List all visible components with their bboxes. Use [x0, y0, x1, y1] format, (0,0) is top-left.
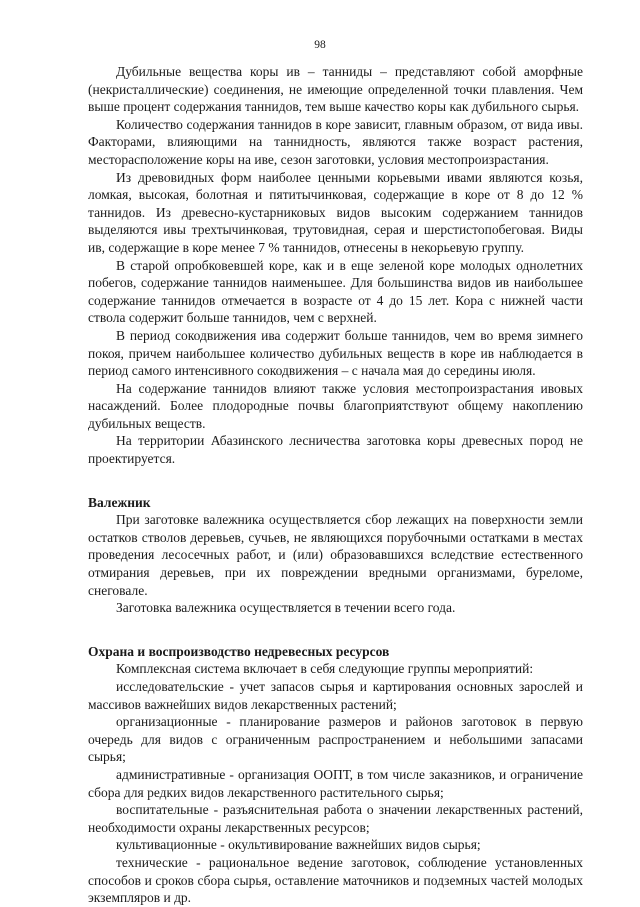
paragraph: При заготовке валежника осуществляется сбор лежащих на поверхности земли остатков стволов деревьев, сучьев, не являющихся порубочными остатками в местах проведения лесосечных работ, и (или) образовавшихся вследствие естественного отмирания деревьев, при их повреждении вредными организмами, буреломе, снеговале. [88, 512, 583, 598]
list-item: воспитательные - разъяснительная работа о значении лекарственных растений, необходимости охраны лекарственных ресурсов; [88, 802, 583, 835]
list-item: технические - рациональное ведение заготовок, соблюдение установленных способов и сроков сбора сырья, оставление маточников и подземных частей молодых экземпляров и др. [88, 854, 583, 906]
list-item: организационные - планирование размеров и районов заготовок в первую очередь для видов с ограниченным распространением и небольшими запасами сырья; [88, 714, 583, 765]
paragraph: В период сокодвижения ива содержит больше таннидов, чем во время зимнего покоя, причем наибольшее количество дубильных веществ в коре ив наблюдается в период самого интенсивного сокодвижения – с начала мая до середины июля. [88, 327, 583, 379]
section-spacer [88, 617, 583, 643]
paragraph: Заготовка валежника осуществляется в течении всего года. [116, 600, 456, 616]
paragraph: Комплексная система включает в себя следующие группы мероприятий: [116, 661, 534, 677]
list-item: исследовательские - учет запасов сырья и картирования основных зарослей и массивов важнейших видов лекарственных растений; [88, 679, 583, 712]
page-number: 98 [314, 39, 326, 51]
paragraph: На территории Абазинского лесничества заготовка коры древесных пород не проектируется. [88, 433, 583, 467]
section-spacer [88, 468, 583, 494]
section-heading-protection: Охрана и воспроизводство недревесных ресурсов [88, 643, 390, 659]
paragraph: На содержание таннидов влияют также условия местопроизрастания ивовых насаждений. Более плодородные почвы благоприятствуют общему накоплению дубильных веществ. [88, 380, 583, 431]
list-item: административные - организация ООПТ, в том числе заказников, и ограничение сбора для редких видов лекарственного растительного сырья; [88, 766, 583, 800]
page-body [88, 63, 583, 907]
paragraph: Количество содержания таннидов в коре зависит, главным образом, от вида ивы. Факторами, влияющими на таннидность, являются также возраст растения, месторасположение коры на иве, сезон заготовки, условия местопроизрастания. [88, 116, 583, 167]
paragraph: Из древовидных форм наиболее ценными корьевыми ивами являются козья, ломкая, высокая, болотная и пятитычинковая, содержащие в коре от 8 до 12 % таннидов. Из древесно-кустарниковых видов высоким содержанием таннидов выделяются ивы трехтычинковая, трутовидная, серая и шерстистопобеговая. Виды ив, содержащие в коре менее 7 % таннидов, отнесены в некорьевую группу. [88, 169, 583, 255]
section-heading-deadwood: Валежник [88, 494, 151, 510]
list-item: культивационные - окультивирование важнейших видов сырья; [116, 837, 481, 853]
paragraph: Дубильные вещества коры ив – танниды – представляют собой аморфные (некристаллические) соединения, не имеющие определенной точки плавления. Чем выше процент содержания таннидов, тем выше качество коры как дубильного сырья. [88, 64, 583, 115]
paragraph: В старой опробковевшей коре, как и в еще зеленой коре молодых однолетних побегов, содержание таннидов наименьшее. Для большинства видов ив наибольшее содержание таннидов отмечается в возрасте от 4 до 15 лет. Кора с нижней части ствола содержит больше таннидов, чем с верхней. [88, 257, 583, 326]
